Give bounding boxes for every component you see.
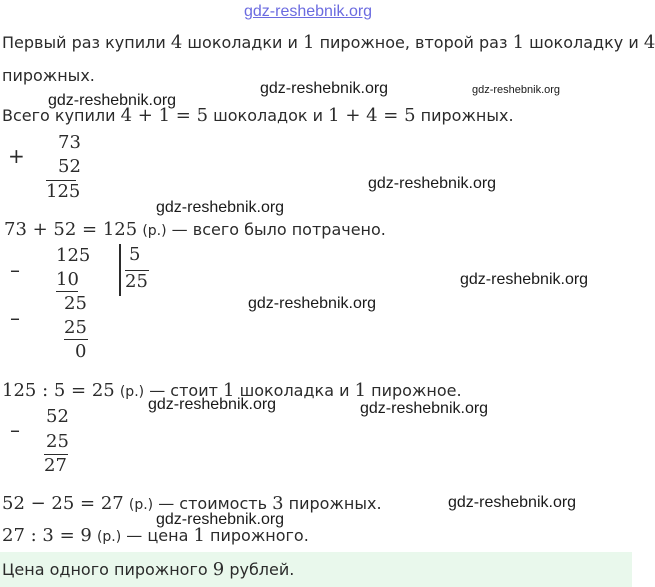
intro-num-1: 4 xyxy=(170,32,183,53)
step-1-line xyxy=(4,220,386,241)
intro-num-4: 4 xyxy=(643,32,655,53)
step-3-text-2: пирожных. xyxy=(288,494,382,513)
subtraction-result: 27 xyxy=(44,455,67,476)
division-remainder-final: 0 xyxy=(75,341,87,362)
step-2-unit: (р.) xyxy=(119,384,145,400)
step-2-text-2: шоколадка и xyxy=(239,381,350,400)
subtraction-operand-2: 25 xyxy=(46,431,69,452)
step-4-line xyxy=(2,526,309,547)
step-4-num-1: 1 xyxy=(193,525,205,546)
watermark-10: gdz-reshebnik.org xyxy=(448,494,577,511)
total-text-1: Всего купили xyxy=(2,106,116,125)
subtraction-operand-1: 52 xyxy=(46,406,69,427)
watermark-9: gdz-reshebnik.org xyxy=(360,400,489,417)
total-text-2: шоколадок и xyxy=(213,106,324,125)
division-minus-sign-2: – xyxy=(10,306,20,330)
step-3-text-1: — стоимость xyxy=(158,494,268,513)
division-divisor: 5 xyxy=(129,244,141,265)
step-1-expr: 73 + 52 = 125 xyxy=(4,219,138,240)
division-subtrahend-1: 10 xyxy=(56,269,79,290)
addition-operand-1: 73 xyxy=(58,132,81,153)
step-4-expr: 27 : 3 = 9 xyxy=(2,525,92,546)
step-1-unit: (р.) xyxy=(142,223,167,239)
answer-text-1: Цена одного пирожного xyxy=(2,560,208,579)
answer-box xyxy=(0,552,632,587)
division-subtrahend-2: 25 xyxy=(64,317,87,338)
addition-plus-sign: + xyxy=(8,144,25,168)
answer-text-2: рублей. xyxy=(229,560,295,579)
total-expr-1: 4 + 1 = 5 xyxy=(120,105,209,126)
intro-text-1: Первый раз купили xyxy=(2,33,166,52)
watermark-4: gdz-reshebnik.org xyxy=(368,175,497,192)
intro-text-3: пирожное, второй раз xyxy=(319,33,508,52)
intro-num-2: 1 xyxy=(303,32,315,53)
subtraction-minus-sign: – xyxy=(10,418,20,442)
intro-line-1 xyxy=(2,33,655,53)
watermark-2: gdz-reshebnik.org xyxy=(260,80,389,97)
step-2-text-3: пирожное. xyxy=(371,381,462,400)
watermark-6: gdz-reshebnik.org xyxy=(460,271,589,288)
step-2-text-1: — стоит xyxy=(149,381,218,400)
step-4-text-1: — цена xyxy=(126,526,189,545)
intro-text-2: шоколадки и xyxy=(187,33,298,52)
watermark-3: gdz-reshebnik.org xyxy=(472,84,561,96)
answer-line xyxy=(2,560,294,580)
watermark-top-link[interactable]: gdz-reshebnik.org xyxy=(244,3,373,20)
step-3-num-1: 3 xyxy=(272,493,284,514)
step-2-num-2: 1 xyxy=(354,380,367,401)
step-4-unit: (р.) xyxy=(96,529,122,545)
division-minus-sign-1: – xyxy=(10,258,20,282)
total-expr-2: 1 + 4 = 5 xyxy=(328,105,416,126)
division-remainder-1: 25 xyxy=(64,293,87,314)
addition-operand-2: 52 xyxy=(58,156,81,177)
step-2-num-1: 1 xyxy=(223,380,235,401)
watermark-7: gdz-reshebnik.org xyxy=(248,295,377,312)
step-1-text: — всего было потрачено. xyxy=(171,220,386,239)
step-3-expr: 52 − 25 = 27 xyxy=(2,493,124,514)
answer-num: 9 xyxy=(212,559,225,580)
watermark-11: gdz-reshebnik.org xyxy=(156,511,285,528)
intro-num-3: 1 xyxy=(512,32,525,53)
step-2-expr: 125 : 5 = 25 xyxy=(2,380,115,401)
division-quotient: 25 xyxy=(125,271,148,292)
intro-text-4: шоколадку и xyxy=(529,33,639,52)
watermark-12: gdz-reshebnik.org xyxy=(560,2,649,14)
division-vertical-line xyxy=(119,244,121,296)
watermark-8: gdz-reshebnik.org xyxy=(148,396,277,413)
total-text-3: пирожных. xyxy=(420,106,514,125)
addition-result: 125 xyxy=(46,181,81,202)
step-3-unit: (р.) xyxy=(128,497,154,513)
total-line xyxy=(2,106,514,126)
step-4-text-2: пирожного. xyxy=(210,526,309,545)
watermark-5: gdz-reshebnik.org xyxy=(156,199,285,216)
division-dividend: 125 xyxy=(56,245,91,266)
intro-line-2: пирожных. xyxy=(2,66,95,85)
watermark-1: gdz-reshebnik.org xyxy=(48,92,177,109)
